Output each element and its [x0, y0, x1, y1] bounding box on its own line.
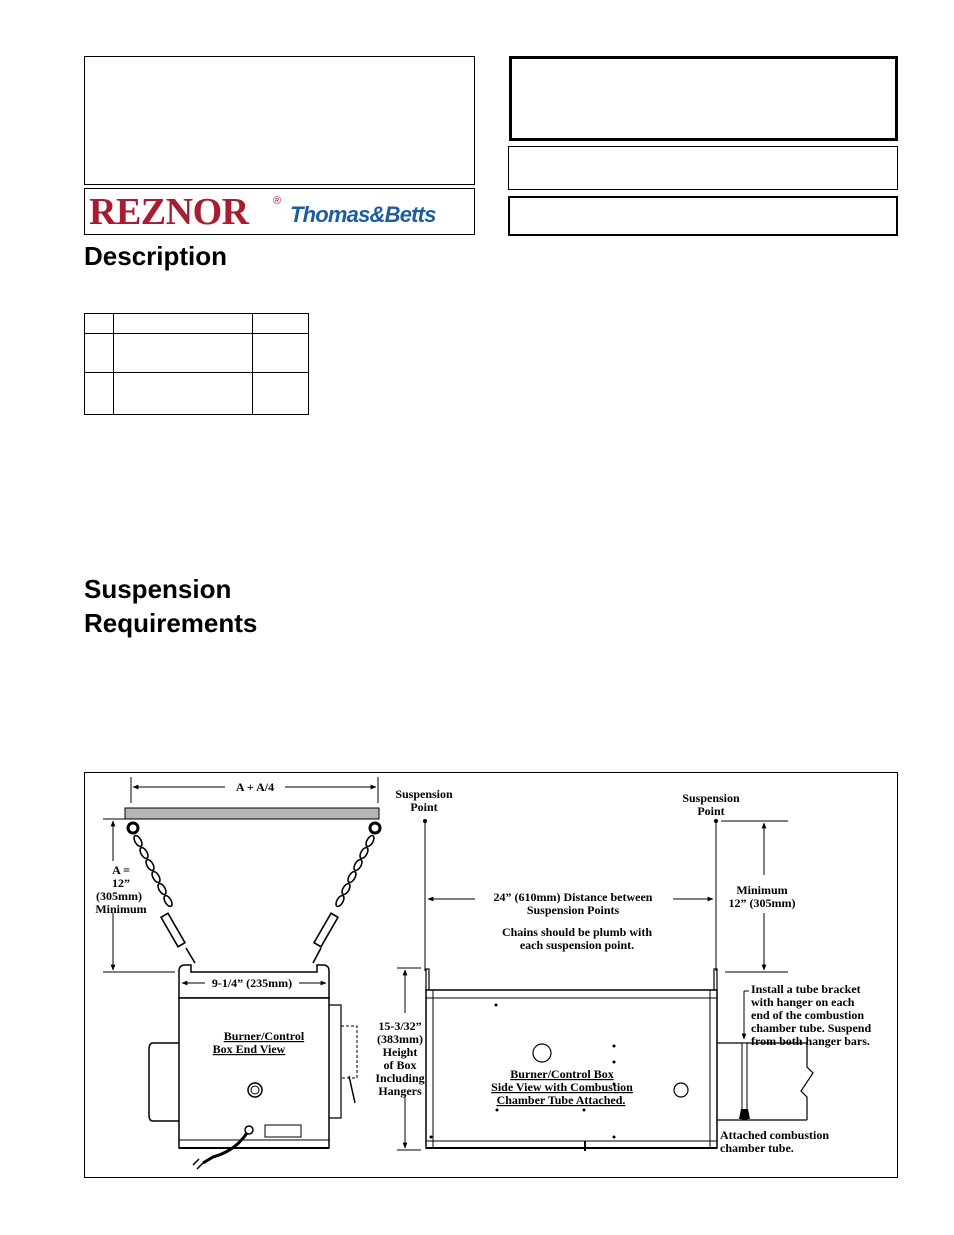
supersedes-box [508, 146, 898, 190]
form-number-box [509, 56, 898, 141]
distance-label-line2: Suspension Points [526, 903, 620, 917]
table-cell [114, 373, 253, 415]
date-box [508, 196, 898, 236]
height-label-line5: Including [375, 1071, 425, 1085]
table-cell [253, 373, 309, 415]
end-view-label-line2: Box End View [212, 1042, 286, 1056]
header-info-box [84, 56, 475, 185]
bracket-note-line4: chamber tube. Suspend [751, 1021, 872, 1035]
registered-mark: ® [273, 195, 282, 207]
table-cell [85, 334, 114, 373]
description-heading: Description [84, 241, 228, 271]
attached-tube-label-line2: chamber tube. [720, 1141, 794, 1155]
bracket-note-line3: end of the combustion [751, 1008, 865, 1022]
a-equals-line4: Minimum [95, 902, 147, 916]
a-equals-line1: A = [112, 863, 130, 877]
suspension-diagram-svg [85, 773, 898, 1178]
table-row [85, 373, 309, 415]
plumb-label-line2: each suspension point. [519, 938, 635, 952]
height-label-line1: 15-3/32” [378, 1019, 422, 1033]
width-dimension-label: 9-1/4” (235mm) [211, 976, 293, 990]
distance-label-line1: 24” (610mm) Distance between [493, 890, 653, 904]
table-cell [253, 334, 309, 373]
a-equals-line2: 12” [112, 876, 130, 890]
suspension-point-left-line1: Suspension [395, 787, 453, 801]
side-view-label-line1: Burner/Control Box [510, 1067, 614, 1081]
reznor-logo [84, 188, 475, 235]
table-row [85, 334, 309, 373]
height-label-line6: Hangers [378, 1084, 422, 1098]
end-view-label-line1: Burner/Control [223, 1029, 305, 1043]
suspension-diagram [84, 772, 898, 1178]
height-label-line4: of Box [383, 1058, 417, 1072]
table-cell [85, 373, 114, 415]
right-chain [313, 834, 376, 963]
thomas-betts-wordmark: Thomas&Betts [290, 202, 436, 227]
height-label-line3: Height [382, 1045, 418, 1059]
suspension-point-right-line1: Suspension [682, 791, 740, 805]
description-table [84, 313, 309, 415]
attached-tube-label-line1: Attached combustion [720, 1128, 830, 1142]
side-view-label-line2: Side View with Combustion [491, 1080, 633, 1094]
suspension-heading-line1: Suspension [84, 574, 232, 604]
minimum-label-line2: 12” (305mm) [728, 896, 796, 910]
side-view-label-line3: Chamber Tube Attached. [496, 1093, 626, 1107]
bracket-note-line2: with hanger on each [751, 995, 855, 1009]
bracket-note-line5: from both hanger bars. [751, 1034, 870, 1048]
minimum-label-line1: Minimum [736, 883, 788, 897]
suspension-heading [84, 572, 257, 640]
reznor-wordmark: REZNOR [89, 191, 249, 233]
table-cell [253, 314, 309, 334]
table-cell [114, 314, 253, 334]
suspension-heading-line2: Requirements [84, 608, 258, 638]
a-plus-label: A + A/4 [235, 780, 275, 794]
a-equals-line3: (305mm) [96, 889, 142, 903]
suspension-point-left-line2: Point [410, 800, 438, 814]
bracket-note-line1: Install a tube bracket [751, 982, 861, 996]
suspension-point-right-line2: Point [697, 804, 725, 818]
table-header-row [85, 314, 309, 334]
table-cell [114, 334, 253, 373]
table-cell [85, 314, 114, 334]
plumb-label-line1: Chains should be plumb with [501, 925, 653, 939]
height-label-line2: (383mm) [377, 1032, 423, 1046]
